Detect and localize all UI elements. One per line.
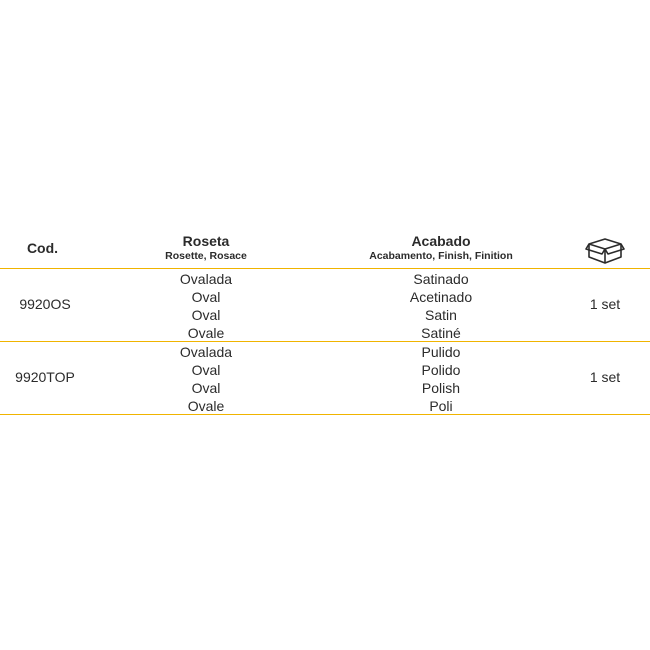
header-acabado-subtitle: Acabamento, Finish, Finition	[369, 250, 513, 262]
row-acabado	[340, 343, 542, 415]
row-quantity: 1 set	[589, 296, 621, 312]
roseta-line: Oval	[191, 307, 221, 323]
roseta-line: Ovalada	[179, 344, 233, 360]
roseta-line: Ovale	[187, 325, 225, 341]
box-icon	[585, 233, 625, 270]
acabado-line: Pulido	[421, 344, 461, 360]
row-roseta	[145, 343, 267, 415]
table-divider	[0, 414, 650, 415]
row-acabado	[340, 270, 542, 342]
acabado-line: Poli	[429, 398, 453, 414]
header-roseta	[145, 233, 267, 263]
roseta-line: Ovalada	[179, 271, 233, 287]
roseta-line: Oval	[191, 380, 221, 396]
acabado-line: Polido	[421, 362, 461, 378]
acabado-line: Satin	[425, 307, 457, 323]
table-row	[0, 342, 650, 414]
table-header	[0, 228, 650, 268]
header-acabado-title: Acabado	[411, 233, 471, 249]
row-code: 9920TOP	[15, 369, 75, 385]
acabado-line: Satinado	[413, 271, 469, 287]
roseta-line: Oval	[191, 289, 221, 305]
header-cod: Cod.	[26, 240, 59, 256]
header-roseta-subtitle: Rosette, Rosace	[165, 250, 247, 262]
roseta-line: Oval	[191, 362, 221, 378]
row-code: 9920OS	[19, 296, 71, 312]
acabado-line: Polish	[421, 380, 461, 396]
product-table	[0, 228, 650, 415]
roseta-line: Ovale	[187, 398, 225, 414]
table-row	[0, 269, 650, 341]
row-roseta	[145, 270, 267, 342]
header-roseta-title: Roseta	[182, 233, 230, 249]
acabado-line: Satiné	[421, 325, 461, 341]
header-acabado	[340, 233, 542, 263]
acabado-line: Acetinado	[409, 289, 473, 305]
row-quantity: 1 set	[589, 369, 621, 385]
